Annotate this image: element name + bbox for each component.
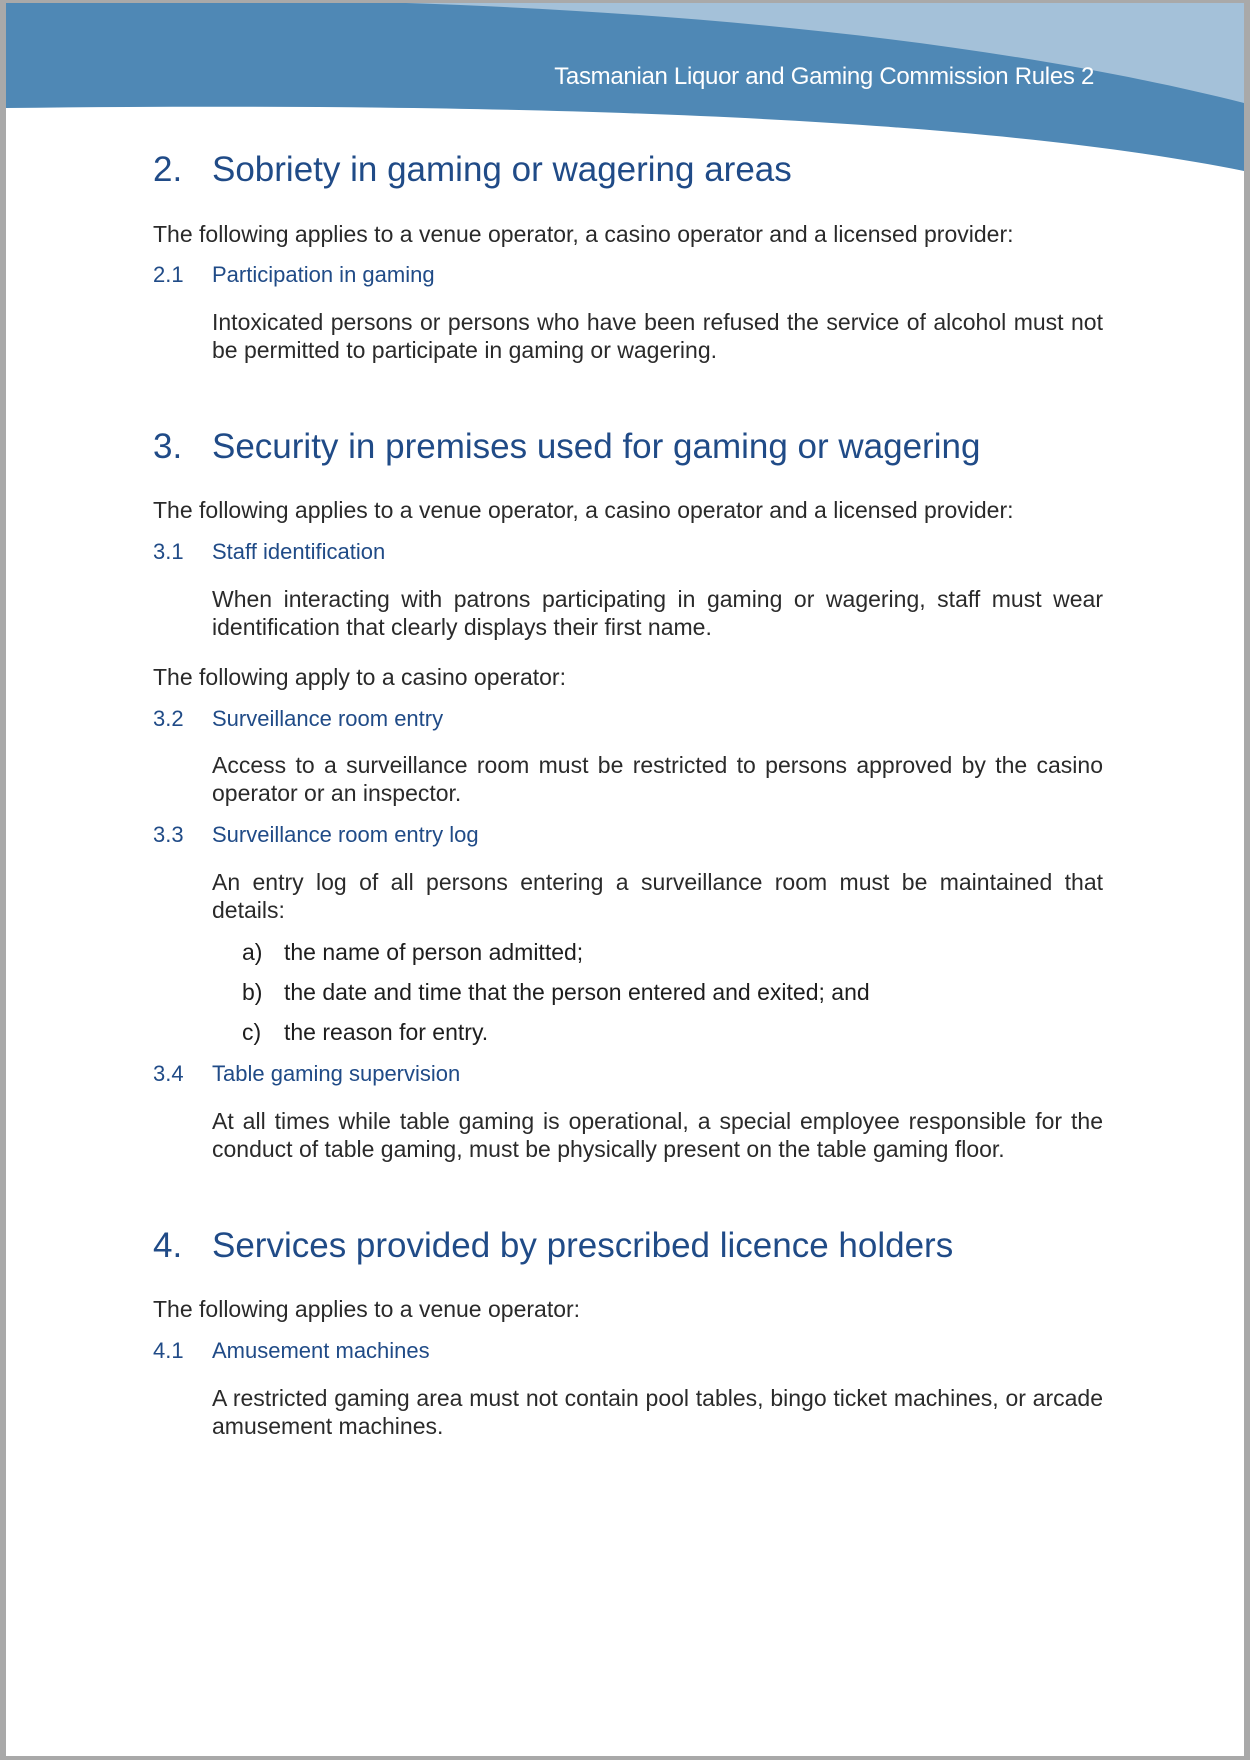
subsection-heading	[153, 261, 1103, 290]
subsection-text: Access to a surveillance room must be restricted to persons approved by the casino operator or an inspector.	[212, 752, 1103, 807]
entry-log-list	[212, 938, 1103, 1046]
list-item	[212, 978, 1103, 1006]
section-intro-casino: The following apply to a casino operator:	[153, 663, 566, 690]
subsection-heading	[153, 1060, 1103, 1089]
subsection-text: At all times while table gaming is operational, a special employee responsible for the conduct of table gaming, must be physically present on the table gaming floor.	[212, 1107, 1103, 1162]
document-page	[6, 3, 1244, 1756]
subsection-heading	[153, 821, 1103, 850]
section-number: 2.	[153, 150, 183, 189]
subsection-title: Surveillance room entry log	[212, 822, 479, 848]
list-item	[212, 1018, 1103, 1046]
subsection-number: 3.2	[153, 705, 184, 731]
subsection-number: 4.1	[153, 1338, 184, 1364]
subsection-title: Participation in gaming	[212, 262, 435, 288]
section-title: Services provided by prescribed licence holders	[212, 1225, 954, 1265]
subsection-text: When interacting with patrons participating in gaming or wagering, staff must wear identification that clearly displays their first name.	[212, 585, 1103, 640]
section-3	[153, 428, 1103, 1163]
list-item	[212, 938, 1103, 966]
list-text: the name of person admitted;	[284, 939, 584, 966]
running-header-title: Tasmanian Liquor and Gaming Commission Rules 2	[554, 63, 1094, 90]
section-number: 3.	[153, 426, 183, 466]
subsection-number: 2.1	[153, 262, 184, 288]
section-number: 4.	[153, 1225, 183, 1265]
list-letter: b)	[242, 979, 263, 1006]
section-intro: The following applies to a venue operator, a casino operator and a licensed provider:	[153, 497, 1014, 524]
subsection-title: Staff identification	[212, 539, 386, 565]
list-letter: c)	[242, 1019, 262, 1046]
subsection-text: An entry log of all persons entering a surveillance room must be maintained that details:	[212, 869, 1103, 924]
section-title: Sobriety in gaming or wagering areas	[212, 150, 792, 189]
subsection-title: Surveillance room entry	[212, 705, 444, 731]
section-intro: The following applies to a venue operator:	[153, 1296, 581, 1323]
section-2	[153, 151, 1103, 364]
document-content	[153, 151, 1103, 1504]
list-text: the date and time that the person entered and exited; and	[284, 979, 870, 1006]
subsection-title: Amusement machines	[212, 1338, 430, 1364]
section-title: Security in premises used for gaming or wagering	[212, 426, 981, 466]
subsection-number: 3.4	[153, 1061, 184, 1087]
section-heading	[153, 151, 1103, 190]
subsection-number: 3.1	[153, 539, 184, 565]
section-intro: The following applies to a venue operator, a casino operator and a licensed provider:	[153, 220, 1014, 247]
subsection-text: Intoxicated persons or persons who have been refused the service of alcohol must not be permitted to participate in gaming or wagering.	[212, 308, 1103, 363]
subsection-heading	[153, 1337, 1103, 1366]
subsection-text: A restricted gaming area must not contain pool tables, bingo ticket machines, or arcade amusement machines.	[212, 1384, 1103, 1439]
subsection-title: Table gaming supervision	[212, 1061, 461, 1087]
subsection-heading	[153, 705, 1103, 734]
list-letter: a)	[242, 939, 263, 966]
section-heading	[153, 1227, 1103, 1266]
section-heading	[153, 428, 1103, 467]
section-4	[153, 1227, 1103, 1440]
subsection-heading	[153, 538, 1103, 567]
list-text: the reason for entry.	[284, 1019, 489, 1046]
subsection-number: 3.3	[153, 822, 184, 848]
